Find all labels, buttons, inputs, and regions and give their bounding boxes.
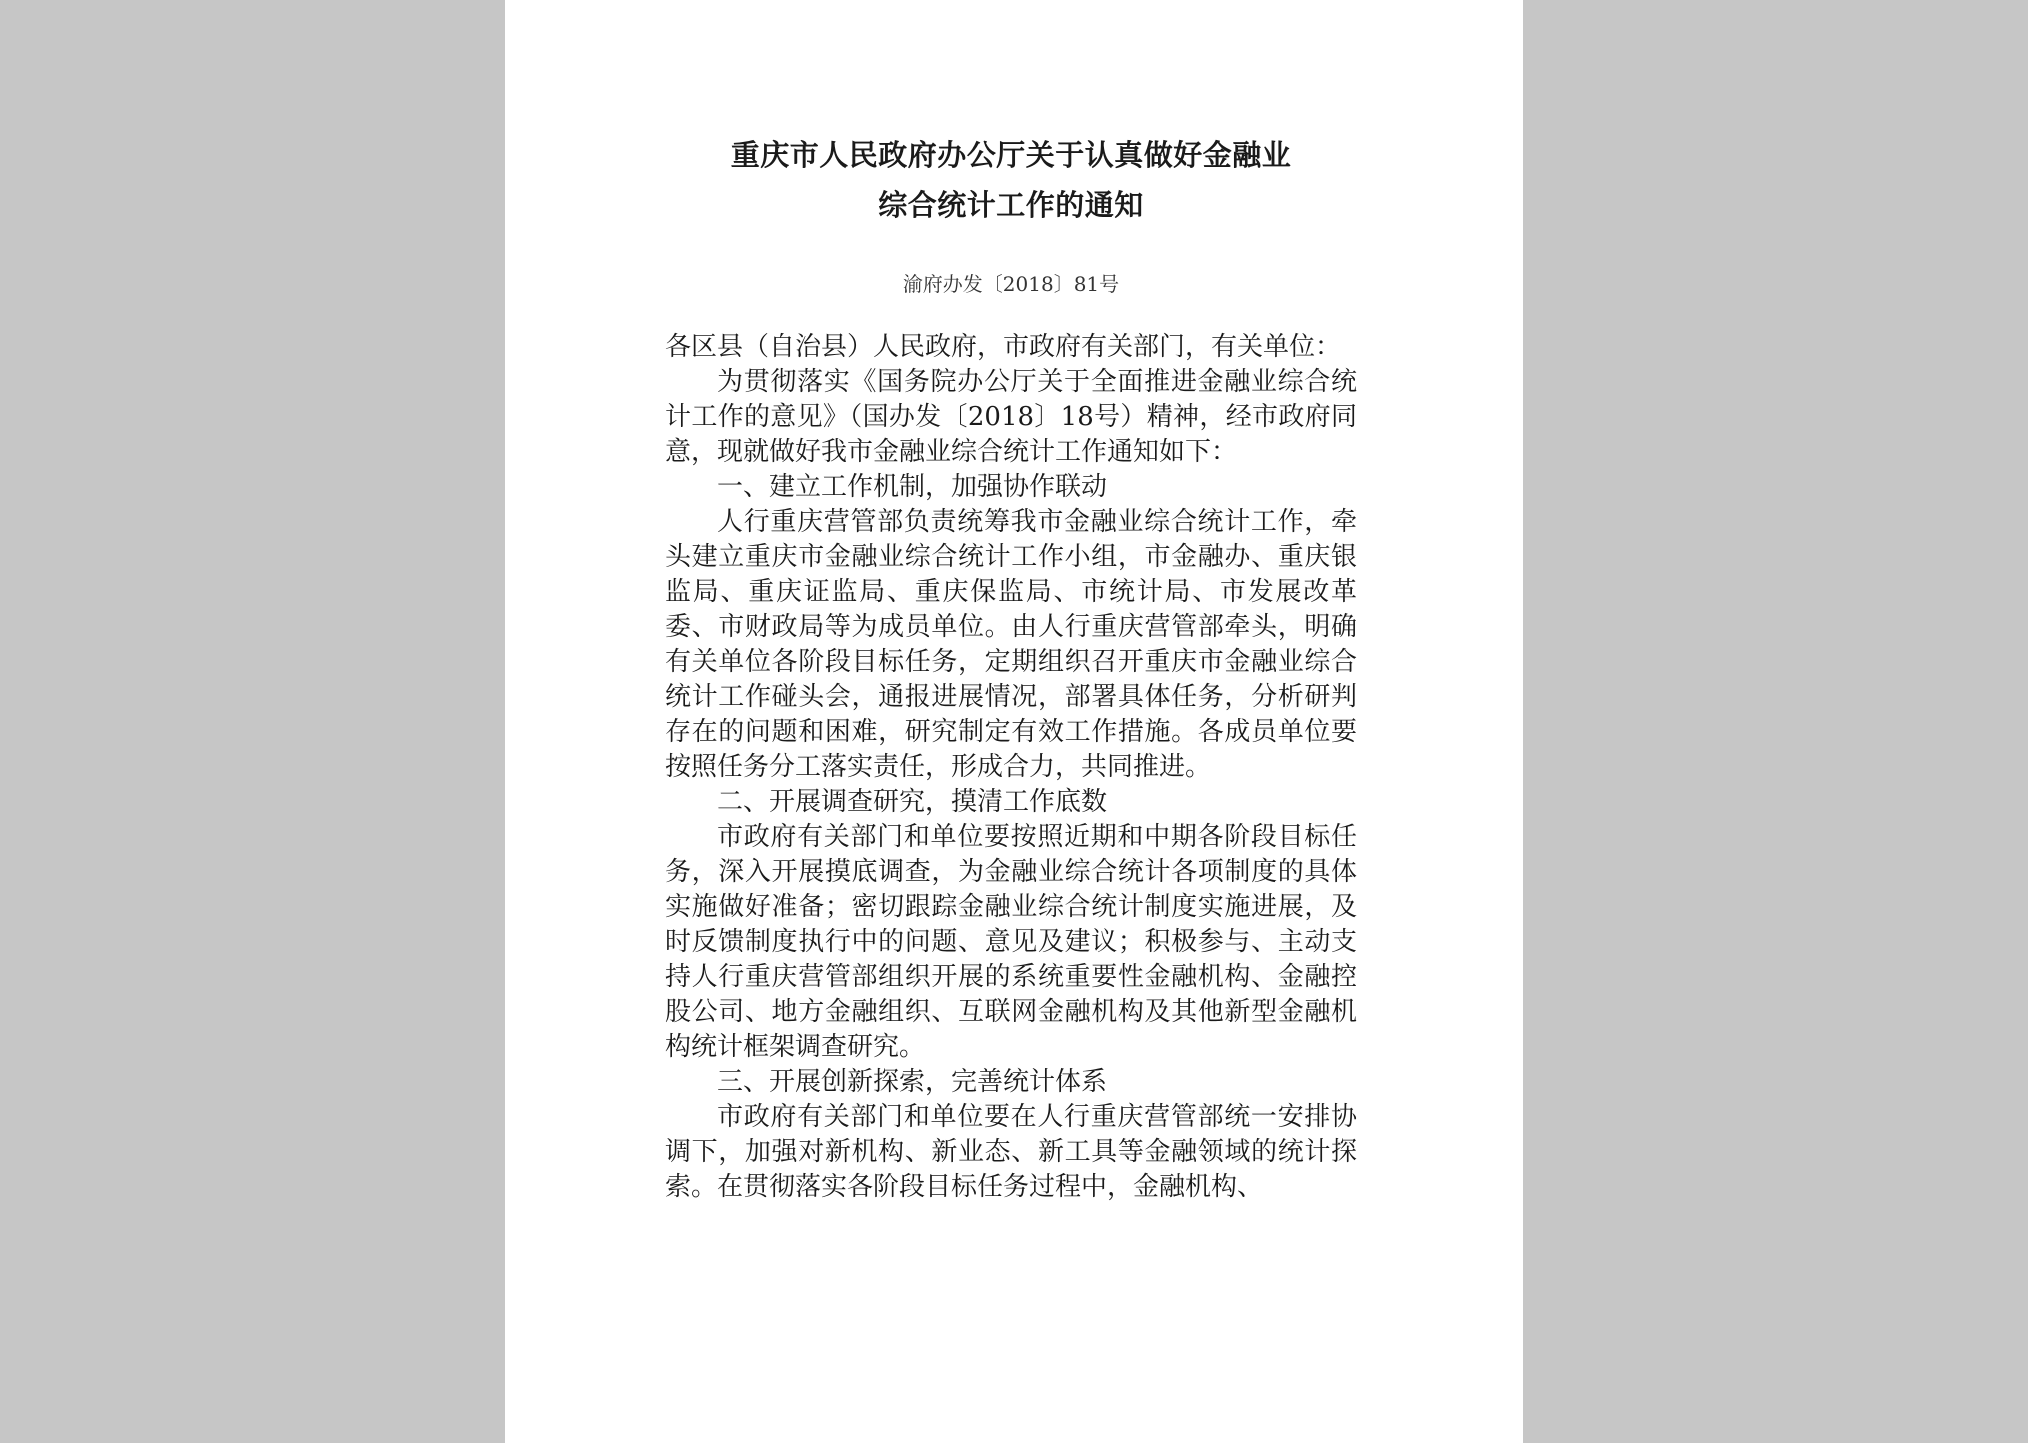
section-heading-3: 三、开展创新探索，完善统计体系 xyxy=(717,1067,1108,1097)
document-number: 渝府办发〔2018〕81号 xyxy=(902,272,1120,296)
document-page xyxy=(505,0,1523,1443)
section-heading-2: 二、开展调查研究，摸清工作底数 xyxy=(717,787,1108,817)
document-content xyxy=(665,130,1357,1205)
section-body-1: 人行重庆营管部负责统筹我市金融业综合统计工作，牵头建立重庆市金融业综合统计工作小组，市金融办、重庆银监局、重庆证监局、重庆保监局、市统计局、市发展改革委、市财政局等为成员单位。由人行重庆营管部牵头，明确有关单位各阶段目标任务，定期组织召开重庆市金融业综合统计工作碰头会，通报进展情况，部署具体任务，分析研判存在的问题和困难，研究制定有效工作措施。各成员单位要按照任务分工落实责任，形成合力，共同推进。 xyxy=(665,507,1357,782)
document-title-line-1: 重庆市人民政府办公厅关于认真做好金融业 xyxy=(730,138,1292,172)
salutation: 各区县（自治县）人民政府，市政府有关部门，有关单位： xyxy=(665,332,1342,362)
section-body-2: 市政府有关部门和单位要按照近期和中期各阶段目标任务，深入开展摸底调查，为金融业综合统计各项制度的具体实施做好准备；密切跟踪金融业综合统计制度实施进展，及时反馈制度执行中的问题、意见及建议；积极参与、主动支持人行重庆营管部组织开展的系统重要性金融机构、金融控股公司、地方金融组织、互联网金融机构及其他新型金融机构统计框架调查研究。 xyxy=(665,822,1357,1062)
document-title xyxy=(665,130,1357,230)
document-title-line-2: 综合统计工作的通知 xyxy=(878,188,1144,222)
section-heading-1: 一、建立工作机制，加强协作联动 xyxy=(717,472,1108,502)
section-body-3: 市政府有关部门和单位要在人行重庆营管部统一安排协调下，加强对新机构、新业态、新工具等金融领域的统计探索。在贯彻落实各阶段目标任务过程中，金融机构、 xyxy=(665,1102,1357,1202)
intro-paragraph: 为贯彻落实《国务院办公厅关于全面推进金融业综合统计工作的意见》（国办发〔2018〕18号）精神，经市政府同意，现就做好我市金融业综合统计工作通知如下： xyxy=(665,367,1357,467)
